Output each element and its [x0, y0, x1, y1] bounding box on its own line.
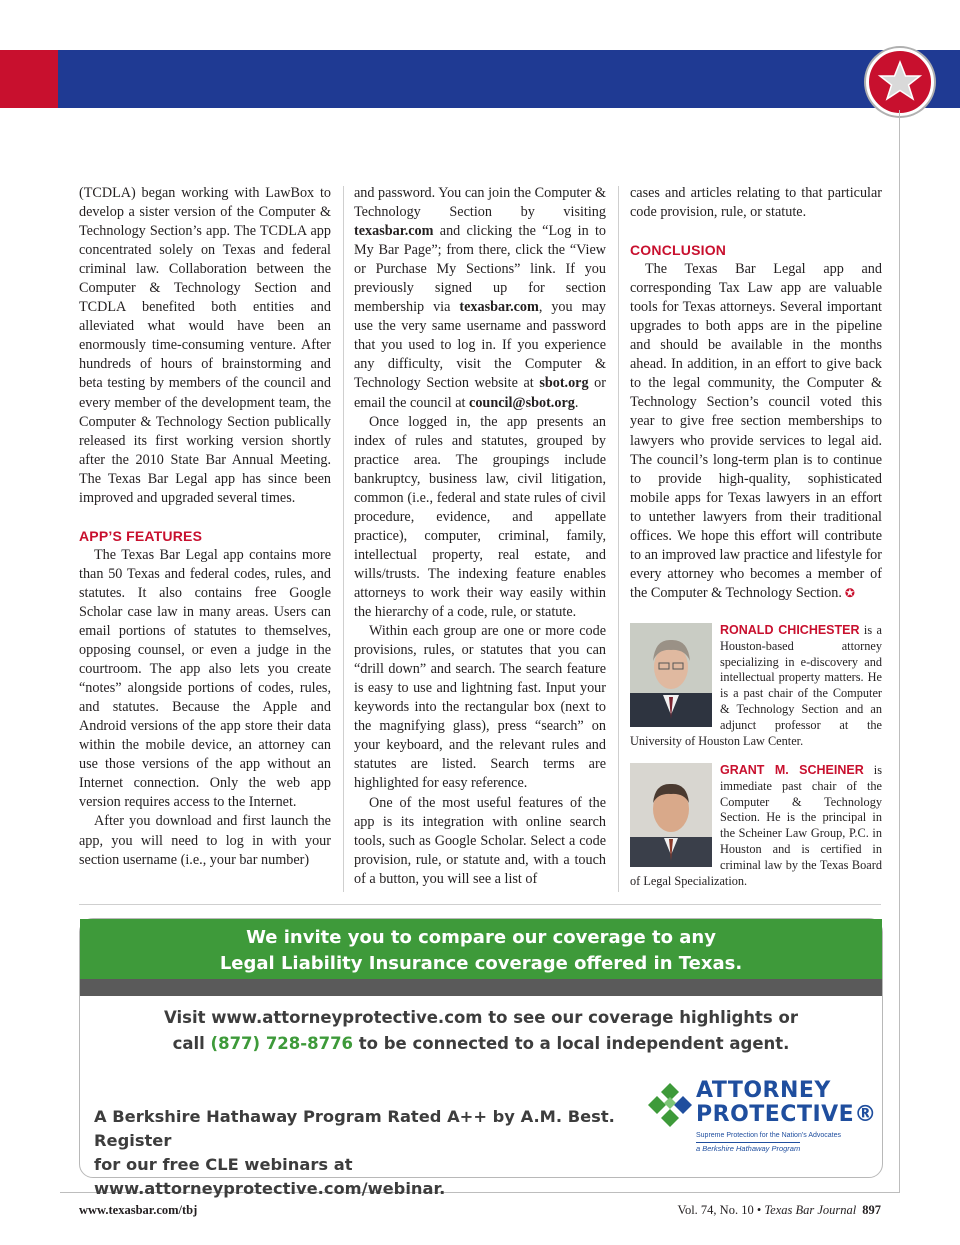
- paragraph: Within each group are one or more code provisions, rules, or statutes that you can “drill down” and search. The search feature is easy to use and lightning fast. Input your keywords into the rectangular box (next to the magnifying glass), press “search” on your keyboard, and the relevant rules and statutes are listed. Search terms are highlighted for easy reference.: [354, 623, 606, 792]
- column-1: [79, 184, 331, 870]
- bio-name: GRANT M. SCHEINER: [720, 763, 864, 777]
- page-number: 897: [862, 1203, 881, 1217]
- paragraph: The Texas Bar Legal app contains more than 50 Texas and federal codes, rules, and statutes. It also contains free Google Scholar case law in many areas. Users can email portions of statutes to themselves, opposing counsel, or even a judge in the courtroom. The app also lets you create “notes” alongside portions of codes, rules, and statutes. Because the Apple and Android versions of the app store their data within the mobile device, an attorney can use those versions of the app without an Internet connection. Only the web app version requires access to the Internet.: [79, 546, 331, 811]
- paragraph: After you download and first launch the app, you will need to log in with your section username (i.e., your bar number): [79, 813, 331, 868]
- ad-visit-line: Visit www.attorneyprotective.com to see our coverage highlights or: [164, 1008, 798, 1027]
- bio-name: RONALD CHICHESTER: [720, 623, 860, 637]
- text: The Texas Bar Legal app and corresponding Tax Law app are valuable tools for Texas attorneys. Several important upgrades to both apps are in the pipeline and should be available in the months ahead. In addition, in an effort to give back to the legal community, the Computer & Technology Section’s council voted this year to give free section memberships to lawyers who provide services to legal aid. The council’s long-term plan is to continue to provide high-quality, sophisticated mobile apps for Texas lawyers in an effort to untether lawyers from their traditional offices. We hope this effort will contribute to an improved law practice and lifestyle for every attorney who becomes a member of the Computer & Technology Section.: [630, 261, 882, 601]
- section-heading-conclusion: CONCLUSION: [630, 242, 727, 259]
- ad-headline-line: Legal Liability Insurance coverage offered in Texas.: [219, 953, 743, 974]
- footer-volume: Vol. 74, No. 10 •: [677, 1203, 765, 1217]
- paragraph: [354, 184, 606, 413]
- section-heading-app-features: APP’S FEATURES: [79, 527, 203, 544]
- author-bio-scheiner: [630, 763, 882, 889]
- link-sbot[interactable]: sbot.org: [539, 375, 589, 392]
- text: or email the council at: [354, 375, 606, 411]
- logo-line1: ATTORNEY: [696, 1078, 831, 1103]
- ad-separator: [79, 904, 881, 905]
- logo-sub: a Berkshire Hathaway Program: [696, 1144, 801, 1153]
- text: .: [574, 394, 579, 411]
- paragraph: Once logged in, the app presents an index of rules and statutes, grouped by practice area. The groupings include bankruptcy, business law, civil litigation, common (i.e., federal and state rules of civil procedure, evidence, and appellate practice), computer, criminal, family, intellectual property, real estate, and wills/trusts. The indexing feature enables attorneys to work their way easily within the hierarchy of a code, rule, or statute.: [354, 413, 606, 621]
- paragraph: [630, 260, 882, 603]
- footer-url[interactable]: www.texasbar.com/tbj: [79, 1203, 198, 1217]
- ad-grey-bar: [80, 979, 882, 996]
- logo-diamond-icon: [648, 1083, 692, 1127]
- link-texasbar[interactable]: texasbar.com: [354, 223, 434, 240]
- footer-folio: [678, 1202, 881, 1218]
- bio-text: is a Houston-based attorney specializing in e-discovery and intellectual property matters. He is a past chair of the Computer & Technology Section and an adjunct professor at the University of Houston Law Center.: [630, 623, 882, 748]
- ad-berkshire-text: [94, 1105, 654, 1201]
- page-frame-right: [899, 110, 900, 1192]
- bio-text: is immediate past chair of the Computer & Technology Section. He is the principal in the Scheiner Law Group, P.C. in Houston and is certified in criminal law by the Texas Board of Legal Specialization.: [630, 763, 882, 888]
- ad-visit-line: [80, 1031, 882, 1057]
- ad-visit-text: [80, 1005, 882, 1057]
- end-mark-icon: ✪: [841, 585, 855, 600]
- star-icon: [875, 57, 925, 107]
- author-bio-chichester: [630, 623, 882, 749]
- paragraph: One of the most useful features of the app is its integration with online search tools, such as Google Scholar. Select a code provision, rule, or statute and, with a touch of a button, you will see a list of: [354, 794, 606, 887]
- ad-phone[interactable]: (877) 728-8776: [210, 1034, 354, 1053]
- ad-headline: [80, 919, 882, 979]
- author-photo: [630, 763, 712, 867]
- text: and password. You can join the Computer & Technology Section by visiting: [354, 185, 606, 221]
- text: , you may use the very same username and password that you used to log in. If you experience any difficulty, visit the Computer & Technology Section website at: [354, 299, 606, 392]
- paragraph: cases and articles relating to that particular code provision, rule, or statute.: [630, 185, 882, 221]
- ad-headline-line: We invite you to compare our coverage to any: [246, 927, 716, 948]
- attorney-protective-logo: [648, 1078, 877, 1159]
- link-council-email[interactable]: council@sbot.org: [469, 394, 575, 411]
- advertisement[interactable]: [79, 918, 883, 1198]
- column-3: [630, 184, 882, 603]
- column-divider: [343, 186, 344, 892]
- banner-red-block: [0, 50, 58, 108]
- paragraph: (TCDLA) began working with LawBox to develop a sister version of the Computer & Technology Section’s app. The TCDLA app concentrated solely on Texas and federal criminal law. Collaboration between the Computer & Technology Section and TCDLA benefited both entities and alleviated what would have been an enormously time-consuming venture. After hundreds of hours of brainstorming and beta testing by members of the council and every member of the development team, the Computer & Technology Section publically released its first working version shortly after the 2010 State Bar Annual Meeting. The Texas Bar Legal app has since been improved and upgraded several times.: [79, 185, 331, 506]
- star-badge: [866, 48, 934, 116]
- ad-berkshire-line: for our free CLE webinars at www.attorneyprotective.com/webinar.: [94, 1155, 446, 1198]
- logo-tagline: Supreme Protection for the Nation’s Advocates: [696, 1132, 842, 1139]
- text: call: [172, 1034, 211, 1053]
- logo-line2: PROTECTIVE®: [696, 1102, 877, 1127]
- author-photo: [630, 623, 712, 727]
- ad-berkshire-line: A Berkshire Hathaway Program Rated A++ by A.M. Best. Register: [94, 1107, 615, 1150]
- text: and clicking the “Log in to My Bar Page”; from there, click the “View or Purchase My Sections” link. If you previously signed up for section membership via: [354, 223, 606, 316]
- column-divider: [618, 186, 619, 892]
- column-2: [354, 184, 606, 889]
- text: to be connected to a local independent agent.: [353, 1034, 790, 1053]
- header-banner: [0, 50, 960, 108]
- link-texasbar-2[interactable]: texasbar.com: [459, 299, 539, 316]
- footer-journal: Texas Bar Journal: [764, 1203, 857, 1217]
